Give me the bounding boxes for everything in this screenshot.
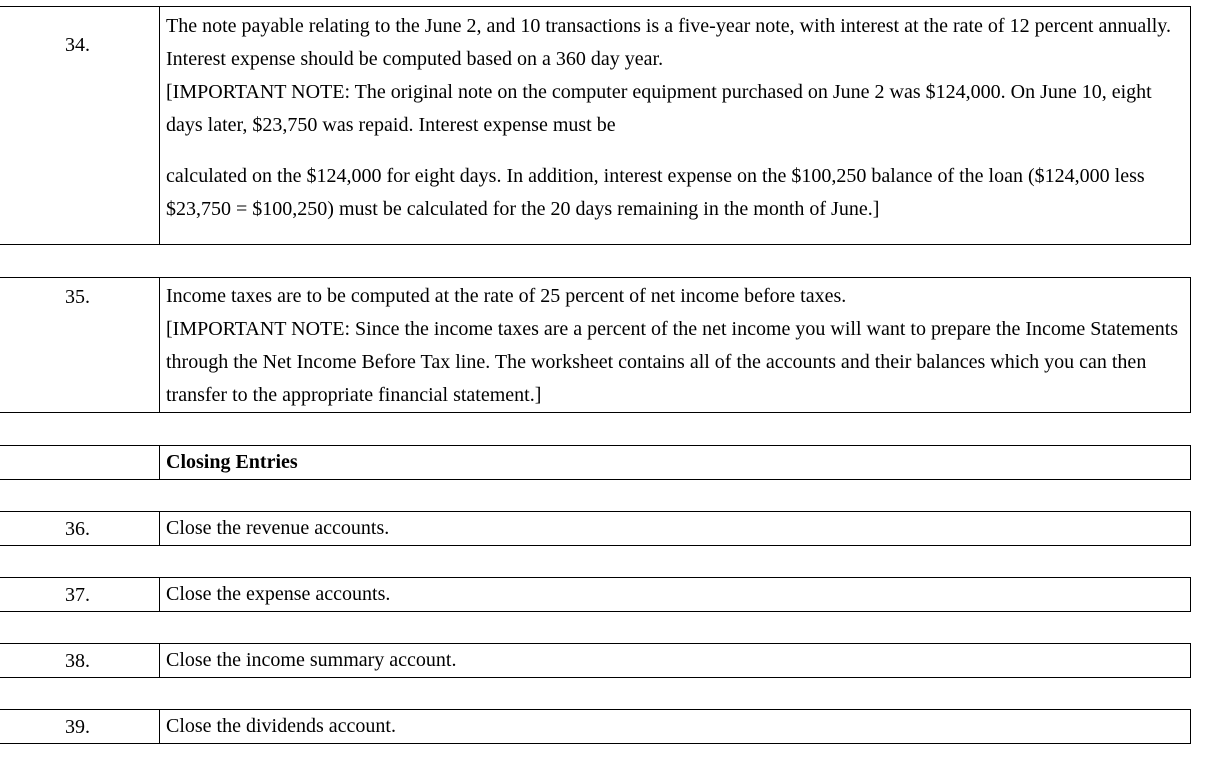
- item-description: Close the income summary account.: [166, 649, 457, 671]
- item-description: Close the dividends account.: [166, 715, 396, 737]
- item-number: 37.: [65, 584, 90, 606]
- item-number: 36.: [65, 518, 90, 540]
- item-description: Close the expense accounts.: [166, 583, 391, 605]
- item-description: Close the revenue accounts.: [166, 517, 390, 539]
- item-paragraph: calculated on the $124,000 for eight days. In addition, interest expense on the $100,250 balance of the loan ($124,000 less $23,750 = $100,250) must be calculated for the 20 days remaining in the month of June.]: [166, 165, 1145, 220]
- item-number-cell: [0, 7, 160, 244]
- item-row-37: [0, 577, 1191, 612]
- item-number-cell: [0, 512, 160, 545]
- item-paragraph: The note payable relating to the June 2, and 10 transactions is a five-year note, with interest at the rate of 12 percent annually. Interest expense should be computed based on a 360 day year.: [166, 15, 1172, 70]
- item-number: 38.: [65, 650, 90, 672]
- section-heading: Closing Entries: [166, 451, 298, 473]
- item-number-cell: [0, 710, 160, 743]
- item-number-cell: [0, 644, 160, 677]
- item-paragraph: [IMPORTANT NOTE: Since the income taxes are a percent of the net income you will want to prepare the Income Statements through the Net Income Before Tax line. The worksheet contains all of the accounts and their balances which you can then transfer to the appropriate financial statement.]: [166, 318, 1179, 406]
- item-number: 39.: [65, 716, 90, 738]
- item-description: [166, 280, 1184, 412]
- closing-entries-row: [0, 445, 1191, 480]
- item-paragraph: Income taxes are to be computed at the rate of 25 percent of net income before taxes.: [166, 285, 847, 307]
- item-row-36: [0, 511, 1191, 546]
- item-row-39: [0, 709, 1191, 744]
- item-number: 34.: [65, 34, 90, 56]
- item-paragraph: [IMPORTANT NOTE: The original note on the computer equipment purchased on June 2 was $124,000. On June 10, eight days later, $23,750 was repaid. Interest expense must be: [166, 81, 1152, 136]
- item-description: [166, 10, 1184, 226]
- item-row-34: [0, 6, 1191, 245]
- item-row-35: [0, 277, 1191, 413]
- item-number: 35.: [65, 286, 90, 308]
- item-number-cell: [0, 278, 160, 412]
- paragraph-gap: [166, 142, 1184, 160]
- item-number-cell: [0, 578, 160, 611]
- item-number-cell: [0, 446, 160, 479]
- item-row-38: [0, 643, 1191, 678]
